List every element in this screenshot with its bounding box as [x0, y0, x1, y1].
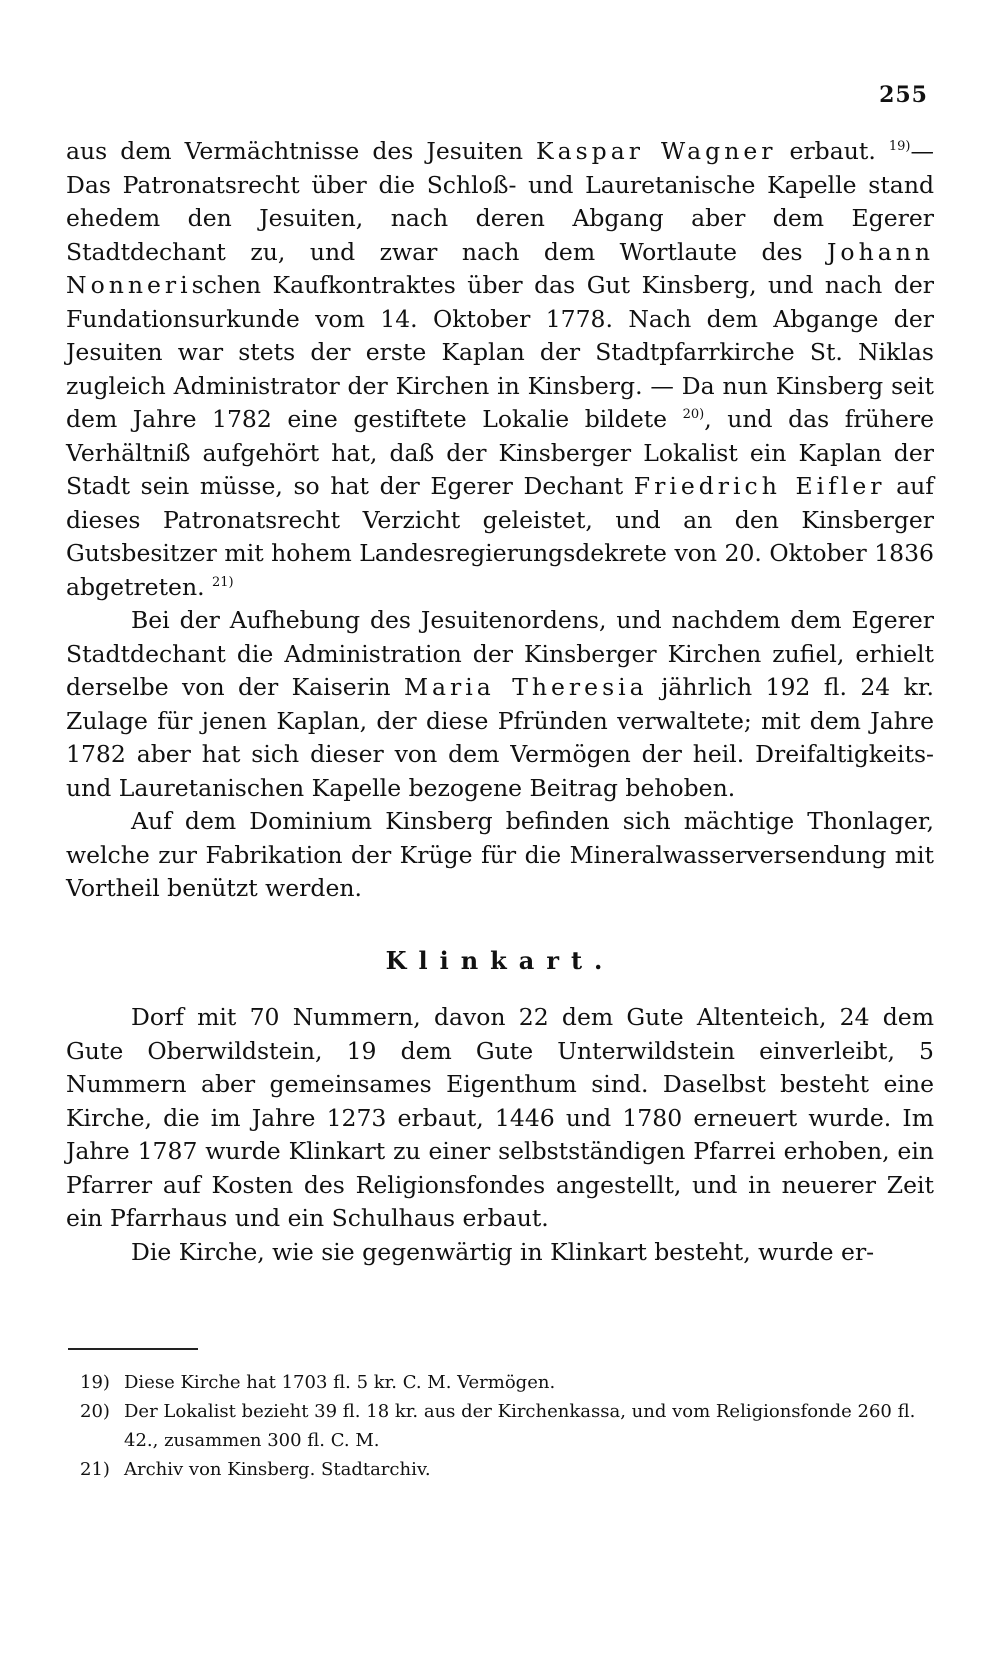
page-number: 255 [879, 82, 928, 108]
footnote-text: Archiv von Kinsberg. Stadtarchiv. [124, 1459, 431, 1480]
text-run: aus dem Vermächtnisse des Jesuiten [66, 137, 537, 165]
footnotes [80, 1368, 930, 1484]
paragraph-thonlager: Auf dem Dominium Kinsberg befinden sich mächtige Thonlager, welche zur Fabrikation der Krüge für die Mineralwasserversendung mit Vortheil benützt werden. [66, 807, 934, 902]
paragraph-kirche: Die Kirche, wie sie gegenwärtig in Klinkart besteht, wurde er- [131, 1237, 875, 1266]
text-run: erbaut. [776, 137, 889, 165]
person-name: Kaspar Wagner [536, 137, 777, 165]
footnote [80, 1397, 930, 1455]
text-run: jährlich 192 fl. 24 kr. Zulage für jenen Kaplan, der diese Pfründen verwaltete; mit dem Jahre 1782 aber hat sich dieser von dem Vermögen der heil. Dreifaltigkeits- und Lauretanischen Kapelle bezogene Beitrag behoben. [66, 673, 935, 802]
footnote [80, 1368, 930, 1397]
text-run: Bei der Aufhebung des Jesuitenordens, und nachdem dem Egerer Stadtdechant die Administration der Kinsberger Kirchen zufiel, erhielt derselbe von der Kaiserin [66, 606, 934, 701]
footnote-mark: 21) [80, 1459, 110, 1480]
text-run: auf dieses Patronatsrecht Verzicht geleistet, und an den Kinsberger Gutsbesitzer mit hohem Landesregierungsdekrete von 20. Oktober 1836 abgetreten. [66, 472, 934, 601]
footnote-mark: 19) [80, 1372, 110, 1393]
person-name: Maria Theresia [403, 673, 648, 701]
paragraph-patronatsrecht [66, 135, 934, 604]
main-text [66, 135, 934, 1269]
footnote-mark: 20) [80, 1401, 110, 1422]
paragraph-jesuitenorden [66, 604, 934, 805]
section-heading: Klinkart. [385, 945, 615, 975]
person-name: Friedrich Eifler [633, 472, 886, 500]
footnote-text: Diese Kirche hat 1703 fl. 5 kr. C. M. Vermögen. [124, 1372, 556, 1393]
footnote-ref: 21) [212, 574, 234, 590]
footnote-divider [68, 1348, 198, 1350]
footnote [80, 1455, 930, 1484]
text-run: schen Kaufkontraktes über das Gut Kinsberg, und nach der Fundationsurkunde vom 14. Oktober 1778. Nach dem Abgange der Jesuiten war stets der erste Kaplan der Stadtpfarrkirche St. Niklas zugleich Administrator der Kirchen in Kinsberg. — Da nun Kinsberg seit dem Jahre 1782 eine gestiftete Lokalie bildete [66, 271, 934, 433]
footnote-ref: 20) [682, 407, 705, 423]
text-run: , und das frühere Verhältniß aufgehört hat, daß der Kinsberger Lokalist ein Kaplan der Stadt sein müsse, so hat der Egerer Dechant [66, 405, 934, 500]
person-name: Johann Nonneri [66, 237, 934, 299]
footnote-text: Der Lokalist bezieht 39 fl. 18 kr. aus der Kirchenkassa, und vom Religionsfonde 260 fl. 42., zusammen 300 fl. C. M. [124, 1401, 916, 1451]
paragraph-klinkart: Dorf mit 70 Nummern, davon 22 dem Gute Altenteich, 24 dem Gute Oberwildstein, 19 dem Gute Unterwildstein einverleibt, 5 Nummern aber gemeinsames Eigenthum sind. Daselbst besteht eine Kirche, die im Jahre 1273 erbaut, 1446 und 1780 erneuert wurde. Im Jahre 1787 wurde Klinkart zu einer selbstständigen Pfarrei erhoben, ein Pfarrer auf Kosten des Religionsfondes angestellt, und in neuerer Zeit ein Pfarrhaus und ein Schulhaus erbaut. [66, 1003, 934, 1232]
footnote-ref: 19) [888, 139, 911, 155]
text-run: — Das Patronatsrecht über die Schloß- und Lauretanische Kapelle stand ehedem den Jesuiten, nach deren Abgang aber dem Egerer Stadtdechant zu, und zwar nach dem Wortlaute des [66, 137, 934, 266]
